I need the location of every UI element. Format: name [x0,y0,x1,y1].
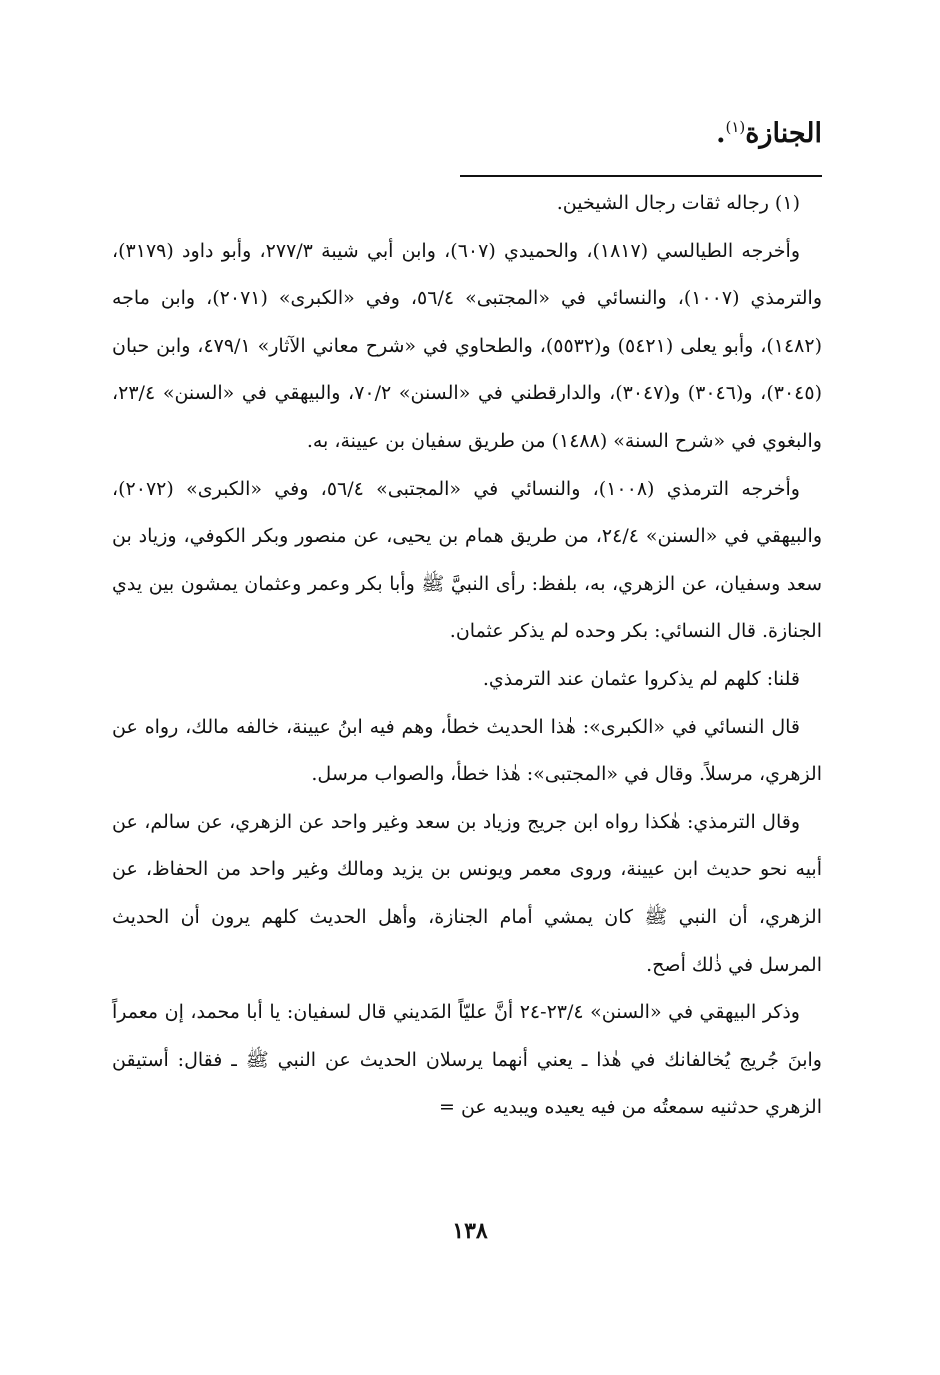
footnote-paragraph-4: قلنا: كلهم لم يذكروا عثمان عند الترمذي. [482,667,800,690]
footnote-paragraph-3: وأخرجه الترمذي (١٠٠٨)، والنسائي في «المجتبى» ٥٦/٤، وفي «الكبرى» (٢٠٧٢)، والبيهقي في «السنن» ٢٤/٤، من طريق همام بن يحيى، عن منصور وبكر الكوفي، وزياد بن سعد وسفيان، عن الزهري، به، بلفظ: رأى النبيَّ ﷺ وأبا بكر وعمر وعثمان يمشون بين يدي الجنازة. قال النسائي: بكر وحده لم يذكر عثمان. [112,477,822,643]
footnote-paragraph-5: قال النسائي في «الكبرى»: هٰذا الحديث خطأ، وهم فيه ابنُ عيينة، خالفه مالك، رواه عن الزهري، مرسلاً. وقال في «المجتبى»: هٰذا خطأ، والصواب مرسل. [112,715,822,786]
heading-period: . [716,118,726,149]
heading-title: الجنازة [745,118,822,149]
section-heading [716,118,822,149]
page-number: ١٣٨ [452,1218,488,1244]
footnote-reference: (١) [725,118,746,136]
footnote-paragraph-2: وأخرجه الطيالسي (١٨١٧)، والحميدي (٦٠٧)، وابن أبي شيبة ٢٧٧/٣، وأبو داود (٣١٧٩)، والترمذي (١٠٠٧)، والنسائي في «المجتبى» ٥٦/٤، وفي «الكبرى» (٢٠٧١)، وابن ماجه (١٤٨٢)، وأبو يعلى (٥٤٢١) و(٥٥٣٢)، والطحاوي في «شرح معاني الآثار» ٤٧٩/١، وابن حبان (٣٠٤٥)، و(٣٠٤٦) و(٣٠٤٧)، والدارقطني في «السنن» ٧٠/٢، والبيهقي في «السنن» ٢٣/٤، والبغوي في «شرح السنة» (١٤٨٨) من طريق سفيان بن عيينة، به. [112,239,823,452]
footnote-divider [460,175,822,177]
footnote-paragraph-7: وذكر البيهقي في «السنن» ٢٣/٤-٢٤ أنَّ عليّاً المَديني قال لسفيان: يا أبا محمد، إن معمراً وابنَ جُريج يُخالفانك في هٰذا ـ يعني أنهما يرسلان الحديث عن النبي ﷺ ـ فقال: أستيقن الزهري حدثنيه سمعتُه من فيه يعيده ويبديه عن = [112,1001,822,1119]
footnote-paragraph-6: وقال الترمذي: هٰكذا رواه ابن جريج وزياد بن سعد وغير واحد عن الزهري، عن سالم، عن أبيه نحو حديث ابن عيينة، وروى معمر ويونس بن يزيد ومالك وغير واحد من الحفاظ، عن الزهري، أن النبي ﷺ كان يمشي أمام الجنازة، وأهل الحديث كلهم يرون أن الحديث المرسل في ذٰلك أصح. [112,810,822,976]
footnote-block [112,180,822,1132]
footnote-paragraph-1: (١) رجاله ثقات رجال الشيخين. [556,192,800,214]
